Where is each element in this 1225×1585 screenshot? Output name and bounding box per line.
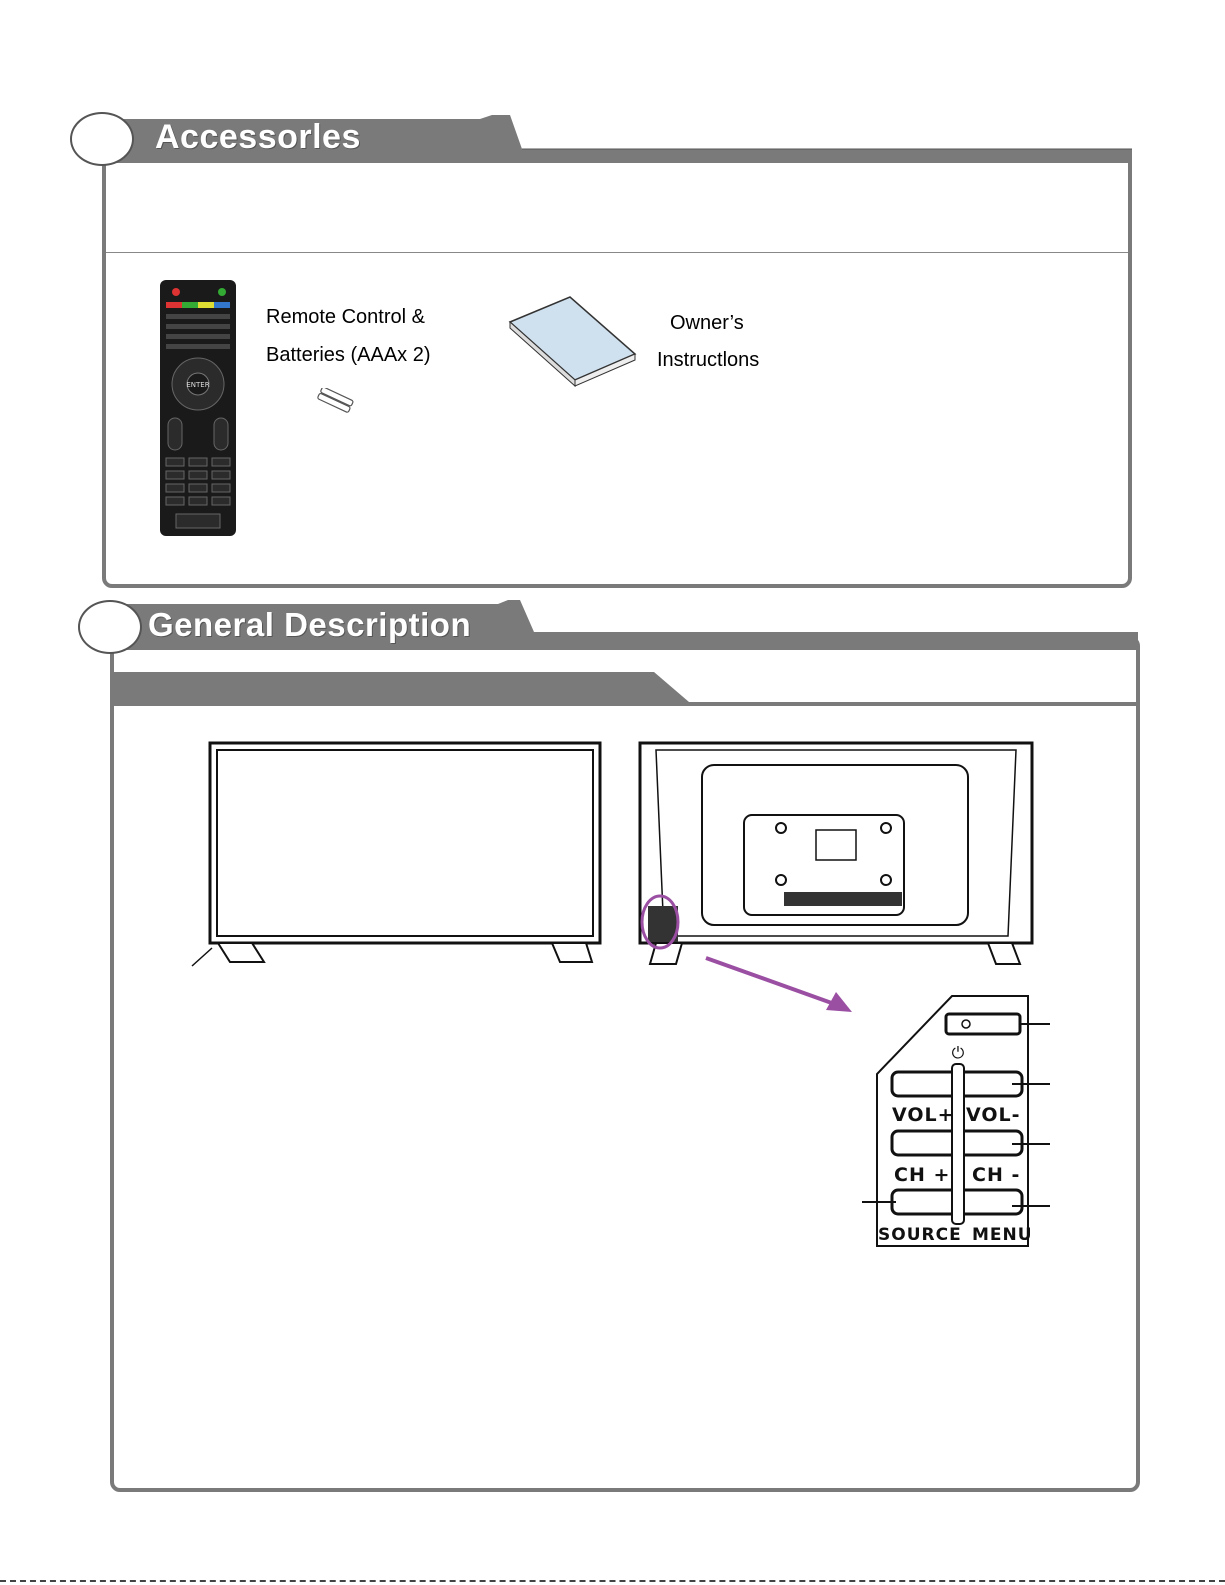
owners-manual-image xyxy=(505,292,640,387)
remote-control-image xyxy=(158,278,238,538)
batteries-image xyxy=(312,388,362,414)
remote-label-line2: Batteries (AAAx 2) xyxy=(266,344,431,366)
accessories-title: Accessorles xyxy=(155,118,361,156)
source-label: SOURCE xyxy=(878,1225,962,1245)
zoom-arrow xyxy=(700,950,860,1020)
manual-label-line1: Owner’s xyxy=(670,312,744,334)
menu-label: MENU xyxy=(972,1225,1033,1245)
page-bottom-rule xyxy=(0,1580,1225,1582)
ch-minus-label: CH - xyxy=(972,1164,1021,1186)
tv-back-image xyxy=(636,740,1036,972)
vol-minus-label: VOL- xyxy=(966,1104,1021,1126)
remote-label-line1: Remote Control & xyxy=(266,306,425,328)
svg-text:⏻: ⏻ xyxy=(951,1043,965,1062)
manual-label-line2: Instructlons xyxy=(657,349,760,371)
general-section-circle xyxy=(78,600,142,654)
tv-front-image xyxy=(190,740,610,970)
ch-plus-label: CH + xyxy=(894,1164,951,1186)
svg-text:ENTER: ENTER xyxy=(186,381,210,389)
accessories-divider xyxy=(106,252,1128,253)
general-title: General Description xyxy=(148,606,472,643)
accessories-section-circle xyxy=(70,112,134,166)
general-subheader-band xyxy=(114,672,1138,708)
vol-plus-label: VOL+ xyxy=(892,1104,955,1126)
